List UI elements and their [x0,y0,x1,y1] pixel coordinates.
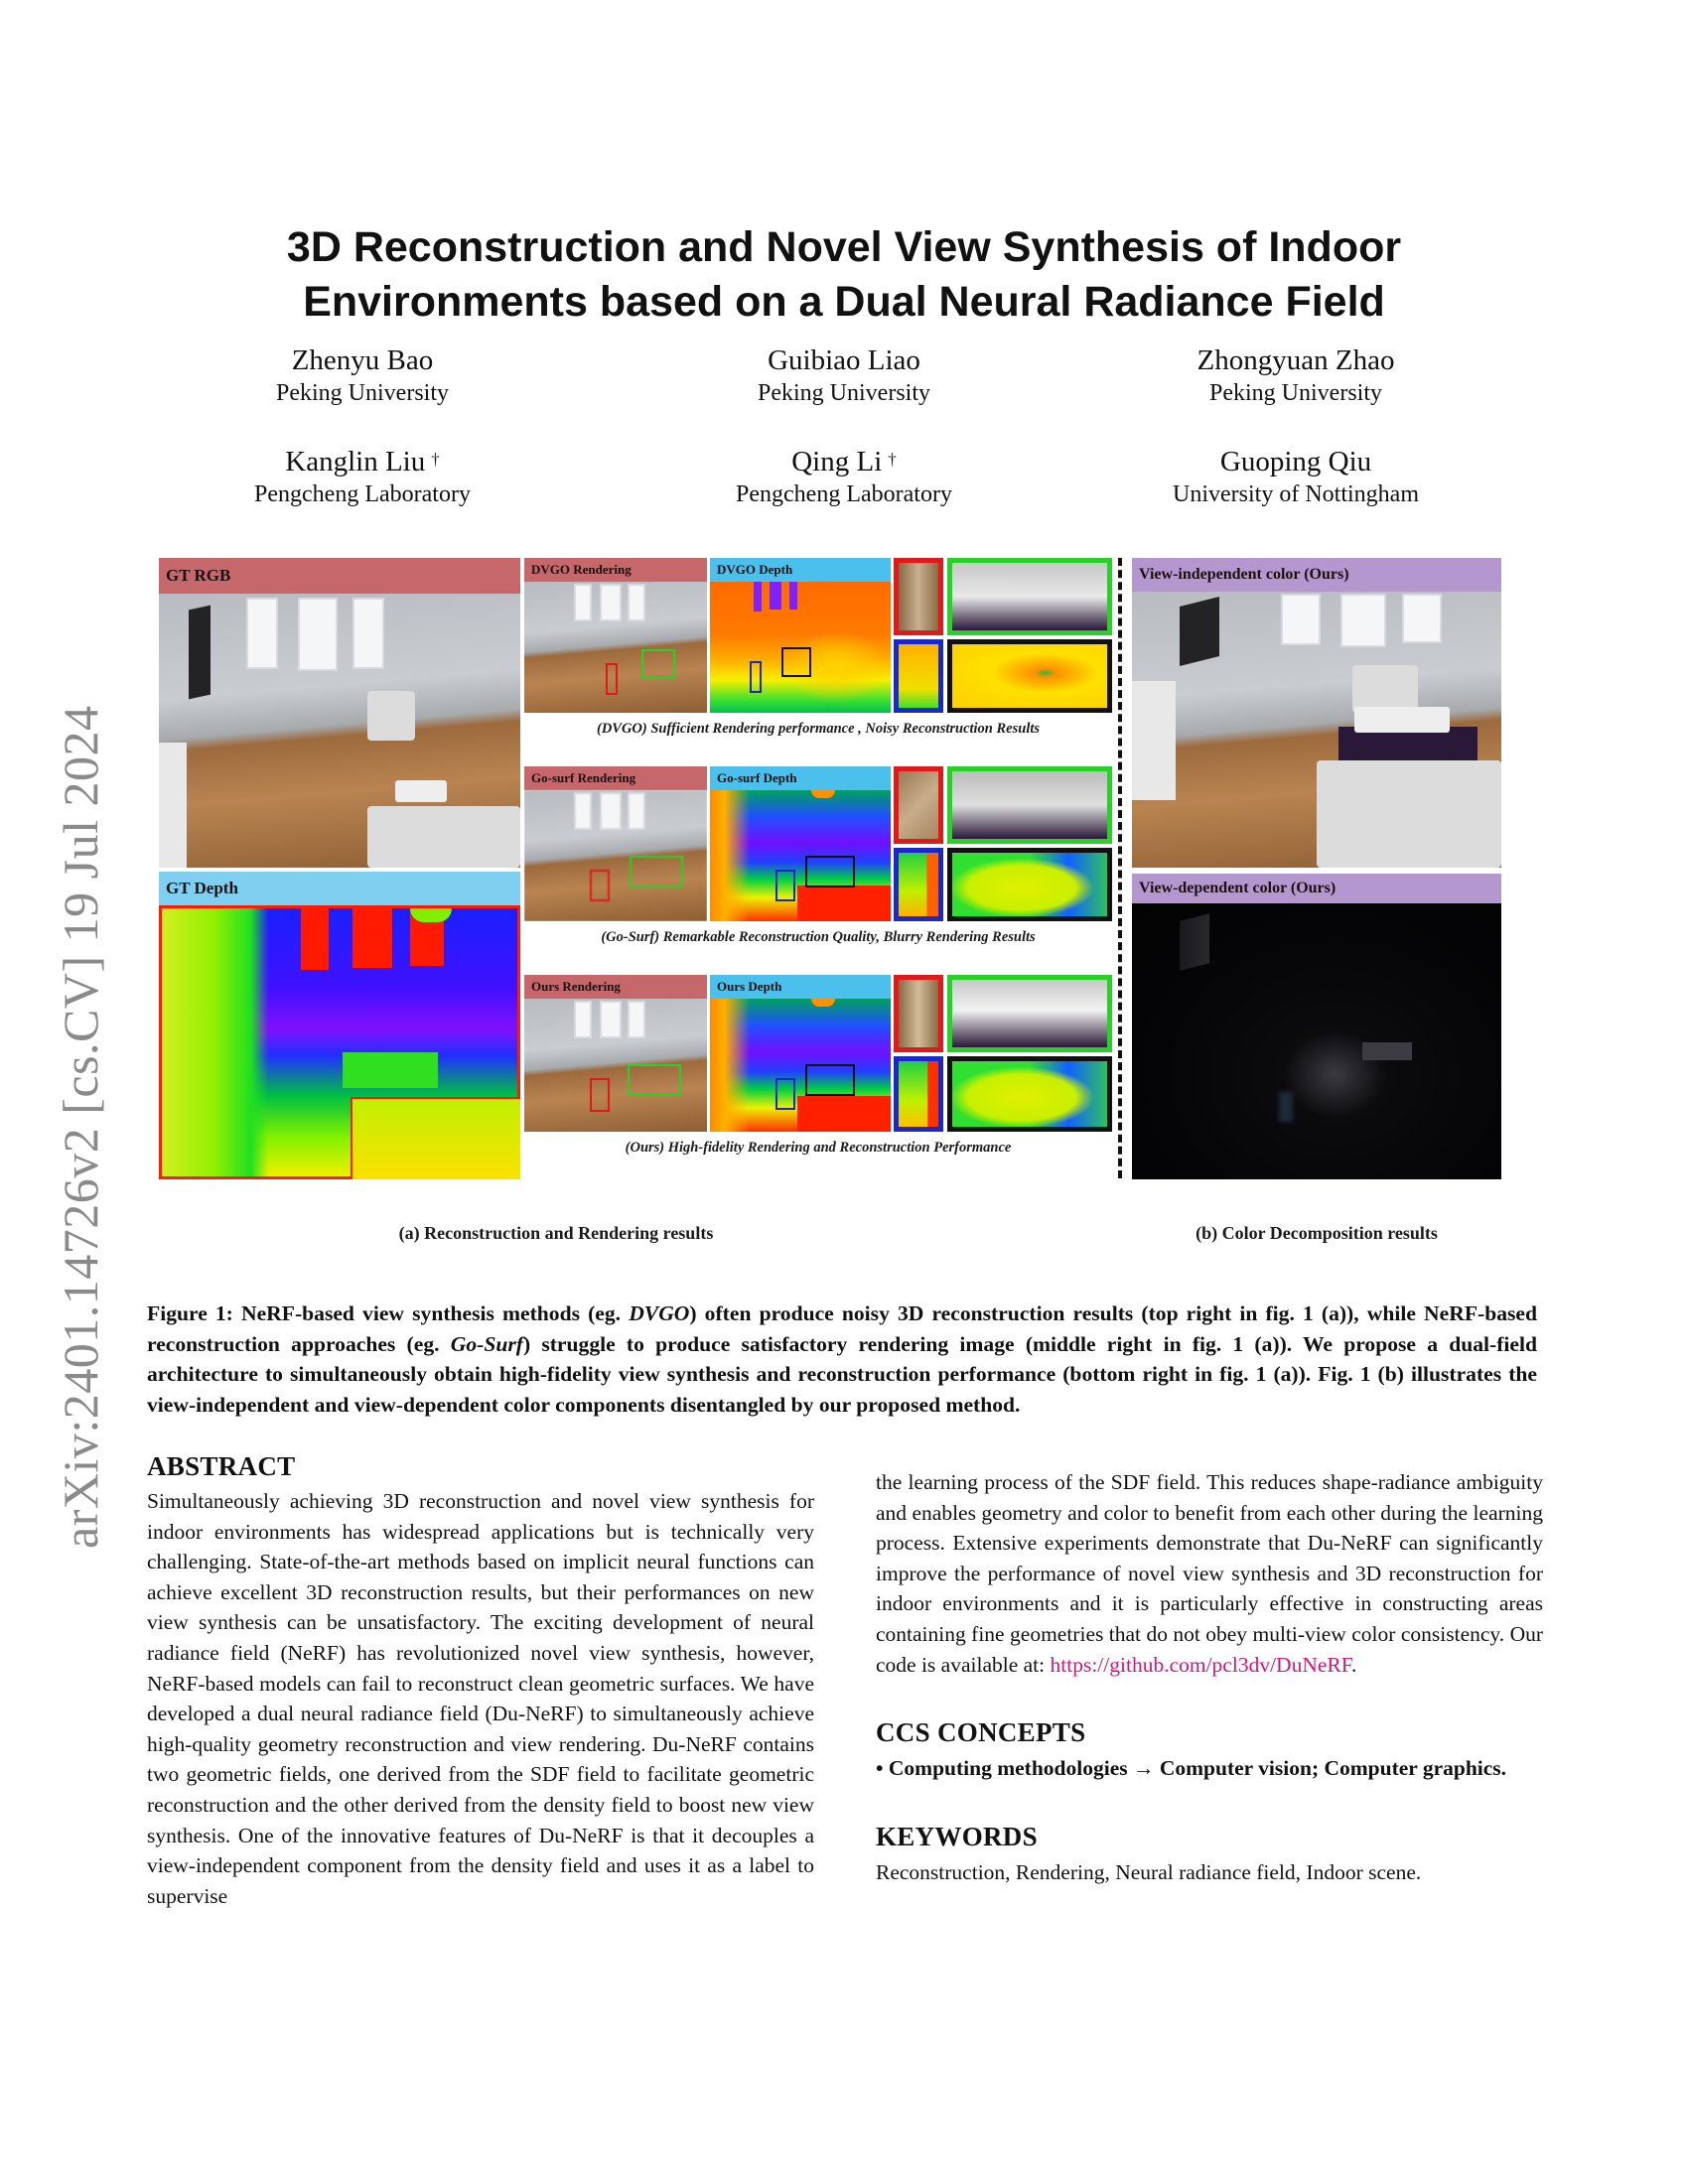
panel-header: GT Depth [159,872,520,905]
author-6 [1067,444,1524,509]
panel-header: View-dependent color (Ours) [1132,874,1501,903]
crop-dvgo-table-depth [947,639,1112,713]
crop-gosurf-table-depth [947,848,1112,921]
panel-ours-rendering [524,975,707,1132]
author-2 [616,342,1072,408]
row-caption-gosurf: (Go-Surf) Remarkable Reconstruction Quality, Blurry Rendering Results [601,929,1036,945]
code-repository-link[interactable]: https://github.com/pcl3dv/DuNeRF [1050,1652,1351,1677]
rgb-room-image [159,594,520,868]
abstract-heading: ABSTRACT [147,1451,296,1481]
arxiv-identifier-stamp: arXiv:2401.14726v2 [cs.CV] 19 Jul 2024 [53,705,108,1549]
row-caption-dvgo: (DVGO) Sufficient Rendering performance , Noisy Reconstruction Results [596,721,1041,737]
panel-view-dependent [1132,874,1501,1179]
author-3 [1067,342,1524,408]
author-4 [134,444,591,509]
panel-header: Ours Rendering [524,975,707,999]
author-affiliation: Peking University [276,380,449,406]
code-availability-text: Our code is available at: [876,1621,1544,1677]
dark-specular-image [1132,903,1501,1179]
crop-dvgo-floor-rgb [894,558,943,635]
abstract-body-right [876,1467,1543,1680]
crop-ours-table-depth [947,1056,1112,1132]
panel-ours-depth [710,975,891,1132]
figure-divider [1118,558,1122,1178]
panel-header: Go-surf Rendering [524,766,707,790]
rgb-room-image [1132,592,1501,868]
author-name: Guibiao Liao [768,344,920,376]
panel-view-independent [1132,558,1501,868]
ccs-heading: CCS CONCEPTS [876,1717,1086,1748]
author-affiliation: Peking University [758,380,930,406]
panel-dvgo-depth [710,558,891,713]
author-name: Guoping Qiu [1219,446,1372,478]
punctuation: . [1350,1652,1357,1677]
panel-header: DVGO Depth [710,558,891,582]
ccs-concepts-text: • Computing methodologies → Computer vision; Computer graphics. [876,1756,1507,1781]
caption-text: ) struggle to produce satisfactory rendering image (middle right in fig. 1 (a)). We propose a dual-field architecture to simultaneously obtain high-fidelity view synthesis and reconstruction performance (bottom right in fig. 1 (a)). Fig. 1 (b) illustrates the view-independent and view-dependent color components disentangled by our proposed method. [147,1331,1538,1417]
caption-method-dvgo: DVGO [629,1301,690,1325]
panel-gt-depth [159,872,520,1179]
abstract-continuation: the learning process of the SDF field. This reduces shape-radiance ambiguity and enables geometry and color to benefit from each other during the learning process. Extensive experiments demonstrate that Du-NeRF can significantly improve the performance of novel view synthesis and 3D reconstruction for indoor environments and it is particularly effective in constructing areas containing fine geometries that do not obey multi-view color consistency. [876,1470,1543,1646]
depth-map-image [710,999,891,1132]
panel-header: DVGO Rendering [524,558,707,582]
author-affiliation: University of Nottingham [1173,481,1419,507]
row-caption-ours: (Ours) High-fidelity Rendering and Reconstruction Performance [625,1140,1012,1156]
rgb-render-image [524,790,707,921]
paper-title [149,220,1539,330]
crop-dvgo-floor-depth [894,639,943,713]
rgb-render-image [524,582,707,713]
caption-text: NeRF-based view synthesis methods (eg. [232,1301,630,1325]
title-line-1: 3D Reconstruction and Novel View Synthesis of Indoor [286,223,1402,271]
author-5 [616,444,1072,509]
corresponding-mark: † [888,450,897,469]
crop-gosurf-floor-rgb [894,766,943,844]
author-1 [134,342,591,408]
author-name: Kanglin Liu [285,446,426,478]
panel-gosurf-rendering [524,766,707,921]
panel-header: GT RGB [159,558,520,594]
title-line-2: Environments based on a Dual Neural Radiance Field [303,278,1385,326]
corresponding-mark: † [431,450,440,469]
crop-dvgo-table-rgb [947,558,1112,635]
crop-ours-table-rgb [947,975,1112,1052]
right-column [876,1467,1543,1887]
figure-1 [159,558,1509,1243]
caption-label: Figure 1: [147,1301,233,1325]
author-affiliation: Pengcheng Laboratory [736,481,952,507]
depth-map-image [710,582,891,713]
panel-gosurf-depth [710,766,891,921]
panel-header: View-independent color (Ours) [1132,558,1501,592]
figure-caption [147,1298,1537,1420]
crop-ours-floor-rgb [894,975,943,1052]
author-name: Zhenyu Bao [291,344,434,376]
keywords-heading: KEYWORDS [876,1821,1038,1851]
depth-map-image [710,790,891,921]
author-affiliation: Peking University [1209,380,1382,406]
author-affiliation: Pengcheng Laboratory [254,481,471,507]
rgb-render-image [524,999,707,1132]
crop-gosurf-table-rgb [947,766,1112,844]
subcaption-b: (b) Color Decomposition results [1196,1223,1438,1243]
author-name: Qing Li [791,446,883,478]
depth-map-image [159,905,520,1179]
crop-ours-floor-depth [894,1056,943,1132]
panel-dvgo-rendering [524,558,707,713]
crop-gosurf-floor-depth [894,848,943,921]
caption-text: ) often produce noisy 3D reconstruction results (top right in fig. 1 (a)), while NeRF-based reconstruction approaches (eg. [147,1301,1537,1356]
abstract-body-left: Simultaneously achieving 3D reconstruction and novel view synthesis for indoor environments has widespread applications but is technically very challenging. State-of-the-art methods based on implicit neural functions can achieve excellent 3D reconstruction results, but their performances on new view synthesis can be unsatisfactory. The exciting development of neural radiance field (NeRF) has revolutionized novel view synthesis, however, NeRF-based models can fail to reconstruct clean geometric surfaces. We have developed a dual neural radiance field (Du-NeRF) to simultaneously achieve high-quality geometry reconstruction and view rendering. Du-NeRF contains two geometric fields, one derived from the SDF field to facilitate geometric reconstruction and the other derived from the density field to boost new view synthesis. One of the innovative features of Du-NeRF is that it decouples a view-independent component from the density field and uses it as a label to supervise [147,1489,814,1908]
left-column [147,1449,814,1911]
panel-header: Ours Depth [710,975,891,999]
panel-header: Go-surf Depth [710,766,891,790]
author-name: Zhongyuan Zhao [1196,344,1395,376]
caption-method-gosurf: Go-Surf [450,1331,523,1356]
panel-gt-rgb [159,558,520,868]
subcaption-a: (a) Reconstruction and Rendering results [398,1223,714,1243]
keywords-text: Reconstruction, Rendering, Neural radiance field, Indoor scene. [876,1859,1422,1884]
